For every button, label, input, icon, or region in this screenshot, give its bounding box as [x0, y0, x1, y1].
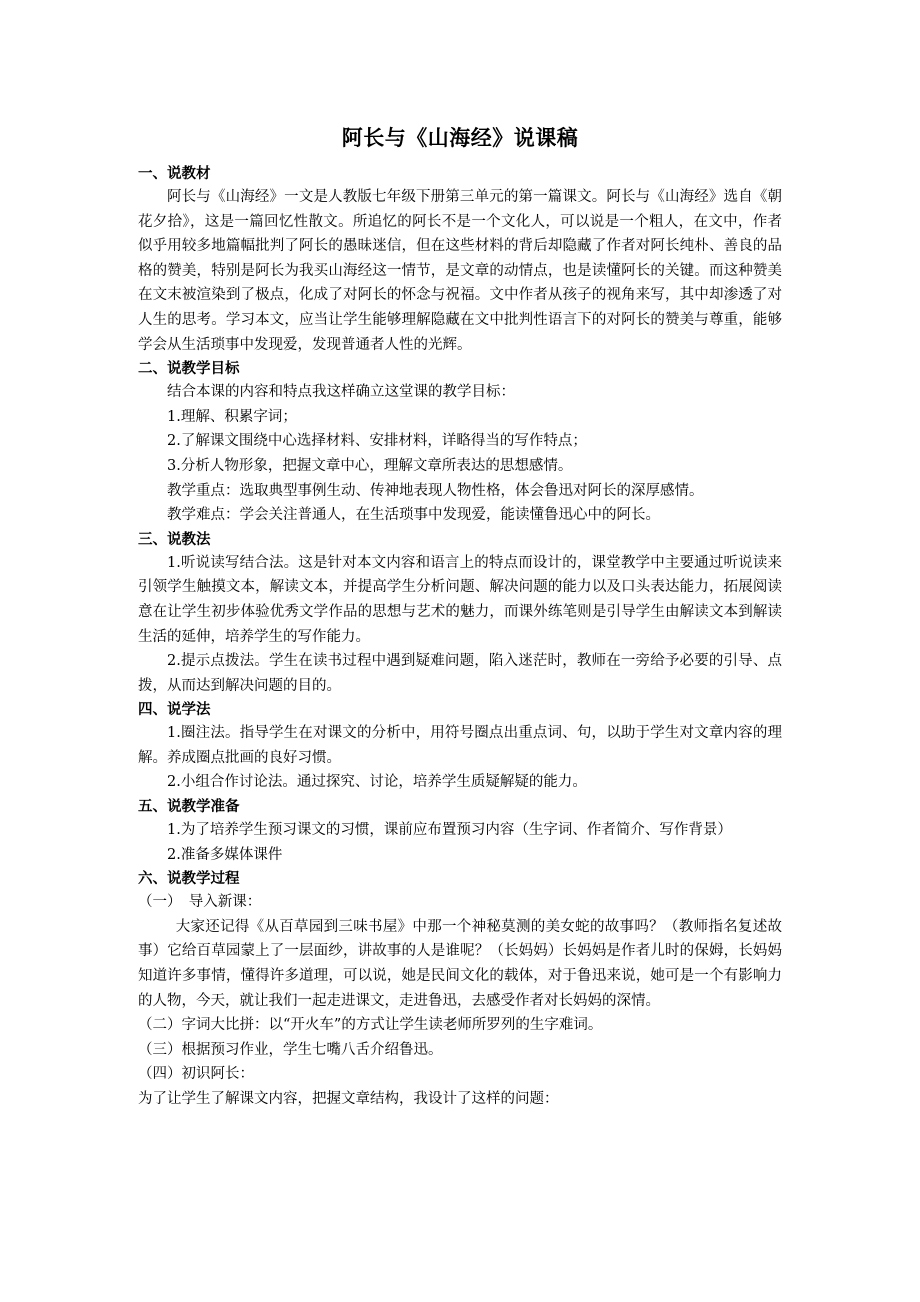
document-page: [138, 118, 782, 1112]
teaching-key-point: 教学重点：选取典型事例生动、传神地表现人物性格，体会鲁迅对阿长的深厚感情。: [167, 482, 704, 499]
section-heading-textbook: 一、说教材: [138, 165, 211, 182]
section-heading-methods: 三、说教法: [138, 530, 211, 548]
process-step-4-text: 为了让学生了解课文内容，把握文章结构，我设计了这样的问题：: [138, 1091, 559, 1107]
goal-item-3: 3.分析人物形象，把握文章中心，理解文章所表达的思想感情。: [167, 457, 573, 474]
section-heading-learning: 四、说学法: [138, 701, 211, 719]
goal-item-2: 2.了解课文围绕中心选择材料、安排材料，详略得当的写作特点；: [167, 433, 587, 450]
process-step-1-title: （一） 导入新课：: [138, 894, 262, 911]
section-heading-preparation: 五、说教学准备: [138, 798, 240, 816]
document-title: 阿长与《山海经》说课稿: [341, 125, 579, 150]
method-paragraph-2: 2.提示点拨法。学生在读书过程中遇到疑难问题，陷入迷茫时，教师在一旁给予必要的引导、点拨，从而达到解决问题的目的。: [138, 653, 782, 694]
learning-paragraph-2: 2.小组合作讨论法。通过探究、讨论，培养学生质疑解疑的能力。: [167, 774, 587, 791]
learning-paragraph-1: 1.圈注法。指导学生在对课文的分析中，用符号圈点出重点词、句，以助于学生对文章内容的理解。养成圈点批画的良好习惯。: [138, 725, 782, 766]
paragraph-textbook: 阿长与《山海经》一文是人教版七年级下册第三单元的第一篇课文。阿长与《山海经》选自《朝花夕拾》，这是一篇回忆性散文。所追忆的阿长不是一个文化人，可以说是一个粗人，在文中，作者似乎用较多地篇幅批判了阿长的愚昧迷信，但在这些材料的背后却隐藏了作者对阿长纯朴、善良的品格的赞美，特别是阿长为我买山海经这一情节，是文章的动情点，也是读懂阿长的关键。而这种赞美在文末被渲染到了极点，化成了对阿长的怀念与祝福。文中作者从孩子的视角来写，其中却渗透了对人生的思考。学习本文，应当让学生能够理解隐藏在文中批判性语言下的对阿长的赞美与尊重，能够学会从生活琐事中发现爱，发现普通者人性的光辉。: [138, 189, 782, 353]
section-heading-process: 六、说教学过程: [138, 870, 240, 888]
teaching-difficulty: 教学难点：学会关注普通人，在生活琐事中发现爱，能读懂鲁迅心中的阿长。: [167, 507, 660, 524]
process-step-4-title: （四）初识阿长：: [138, 1066, 254, 1083]
goals-intro: 结合本课的内容和特点我这样确立这堂课的教学目标：: [167, 384, 515, 401]
method-paragraph-1: 1.听说读写结合法。这是针对本文内容和语言上的特点而设计的，课堂教学中主要通过听说读来引领学生触摸文本，解读文本，并提高学生分析问题、解决问题的能力以及口头表达能力，拓展阅读意在让学生初步体验优秀文学作品的思想与艺术的魅力，而课外练笔则是引导学生由解读文本到解读生活的延伸，培养学生的写作能力。: [138, 554, 782, 645]
process-step-2: （二）字词大比拼：以“开火车”的方式让学生读老师所罗列的生字难词。: [138, 1017, 603, 1034]
preparation-paragraph-2: 2.准备多媒体课件: [167, 846, 283, 863]
process-step-1-text: 大家还记得《从百草园到三味书屋》中那一个神秘莫测的美女蛇的故事吗？（教师指名复述故事）它给百草园蒙上了一层面纱，讲故事的人是谁呢？（长妈妈）长妈妈是作者儿时的保姆，长妈妈知道许多事情，懂得许多道理，可以说，她是民间文化的载体，对于鲁迅来说，她可是一个有影响力的人物，今天，就让我们一起走进课文，走进鲁迅，去感受作者对长妈妈的深情。: [138, 918, 782, 1009]
process-step-3: （三）根据预习作业，学生七嘴八舌介绍鲁迅。: [138, 1041, 443, 1058]
section-heading-goals: 二、说教学目标: [138, 360, 240, 378]
preparation-paragraph-1: 1.为了培养学生预习课文的习惯，课前应布置预习内容（生字词、作者简介、写作背景）: [167, 822, 732, 839]
goal-item-1: 1.理解、积累字词；: [167, 408, 297, 425]
